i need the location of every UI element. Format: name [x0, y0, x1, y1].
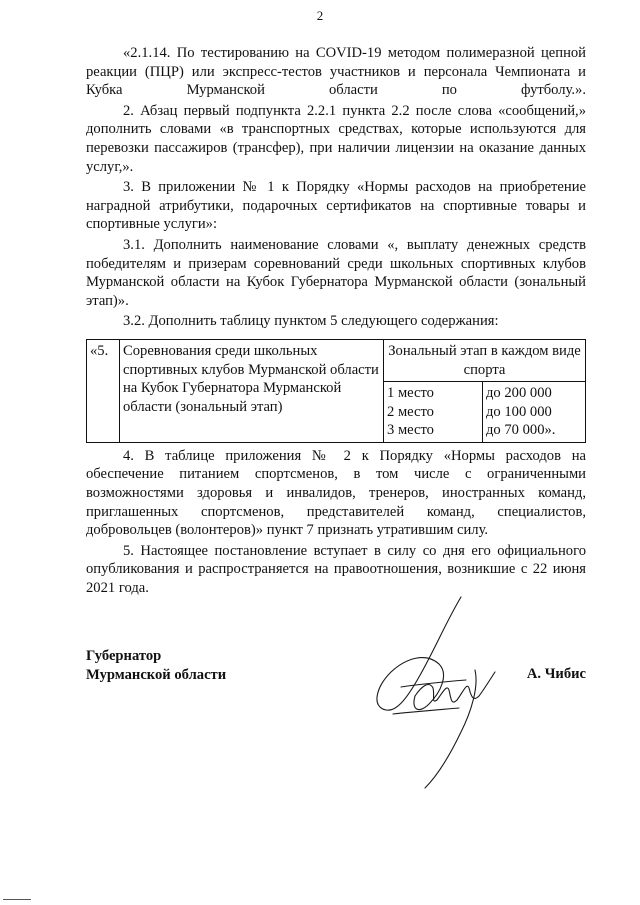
- signer-title: [86, 647, 226, 685]
- place-label: 1 место: [387, 385, 434, 402]
- paragraph-2: 2. Абзац первый подпункта 2.2.1 пункта 2.2 после слова «сообщений,» дополнить словами «в транспортных средствах, которые используются для перевозки пассажиров (трансфер), при наличии лицензии на оказание данных услуг,».: [86, 102, 586, 175]
- place-label: 3 место: [387, 422, 434, 439]
- paragraph-3: 3. В приложении № 1 к Порядку «Нормы расходов на приобретение наградной атрибутики, подарочных сертификатов на спортивные товары и спортивные услуги»:: [86, 179, 586, 233]
- signer-name: А. Чибис: [526, 666, 586, 682]
- paragraph-3-1: 3.1. Дополнить наименование словами «, выплату денежных средств победителям и призерам соревнований среди школьных спортивных клубов Мурманской области на Кубок Губернатора Мурманской области (зональный этап)».: [86, 236, 586, 309]
- amendment-table: [86, 339, 586, 443]
- table-stage-header: Зональный этап в каждом виде спорта: [384, 339, 586, 381]
- signer-title-line: Губернатор: [86, 648, 162, 664]
- handwritten-signature: [341, 592, 521, 792]
- paragraph-4: 4. В таблице приложения № 2 к Порядку «Нормы расходов на обеспечение питанием спортсменов, в том числе с ограниченными возможностями здоровья и инвалидов, тренеров, иностранных команд, приглашенных спортсменов, представителей команд, специалистов, добровольцев (волонтеров)» пункт 7 признать утратившим силу.: [86, 447, 586, 539]
- paragraph-2-1-14: «2.1.14. По тестированию на COVID-19 методом полимеразной цепной реакции (ПЦР) или экспресс-тестов участников и персонала Чемпионата и Кубка Мурманской области по футболу.».: [86, 45, 586, 99]
- paragraph-3-2: 3.2. Дополнить таблицу пунктом 5 следующего содержания:: [123, 313, 499, 330]
- amount-value: до 200 000: [486, 385, 552, 402]
- amount-value: до 100 000: [486, 403, 552, 420]
- table-amounts-cell: [483, 382, 586, 443]
- page-number: 2: [316, 8, 324, 23]
- document-body: [86, 44, 586, 600]
- signature-block: [86, 647, 586, 797]
- table-event-name: Соревнования среди школьных спортивных клубов Мурманской области на Кубок Губернатора Мурманской области (зональный этап): [120, 339, 384, 442]
- signer-title-line: Мурманской области: [86, 667, 227, 683]
- place-label: 2 место: [387, 403, 434, 420]
- table-places-cell: [384, 382, 483, 443]
- table-row: [87, 339, 586, 381]
- paragraph-5: 5. Настоящее постановление вступает в силу со дня его официального опубликования и распространяется на правоотношения, возникшие с 22 июня 2021 года.: [86, 542, 586, 597]
- amount-value: до 70 000».: [486, 422, 556, 439]
- footer-divider: [3, 899, 31, 900]
- table-item-number: «5.: [87, 339, 120, 442]
